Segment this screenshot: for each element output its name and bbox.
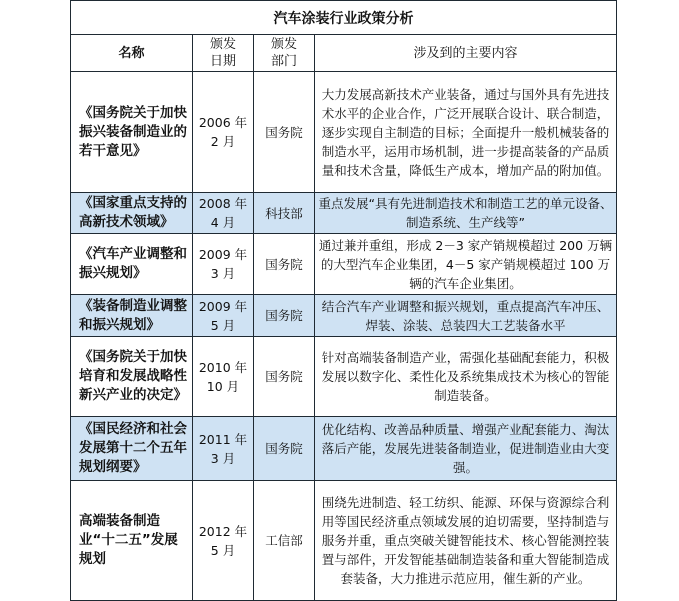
header-date-text: 颁发 日期 [209,37,236,69]
table-row [71,417,617,481]
policy-content: 优化结构、改善品种质量、增强产业配套能力、淘汰落后产能，发展先进装备制造业，促进制造业由大变强。 [315,417,617,481]
policy-content: 围绕先进制造、轻工纺织、能源、环保与资源综合利用等国民经济重点领域发展的迫切需要，坚持制造与服务并重，重点突破关键智能技术、核心智能测控装置与部件，开发智能基础制造装备和重大智能制造成套装备，大力推进示范应用，催生新的产业。 [315,481,617,601]
issue-date-text: 2006 年 2 月 [198,115,248,149]
issue-date [193,417,254,481]
table-row [71,234,617,295]
policy-name: 《国民经济和社会发展第十二个五年规划纲要》 [71,417,193,481]
header-dept [254,35,315,72]
header-dept-text: 颁发 部门 [270,37,297,69]
header-content: 涉及到的主要内容 [315,35,617,72]
policy-content: 通过兼并重组，形成 2－3 家产销规模超过 200 万辆的大型汽车企业集团，4－5 家产销规模超过 100 万辆的汽车企业集团。 [315,234,617,295]
table-row [71,481,617,601]
policy-content: 针对高端装备制造产业，需强化基础配套能力，积极发展以数字化、柔性化及系统集成技术为核心的智能制造装备。 [315,337,617,417]
issue-date-text: 2009 年 3 月 [198,247,248,281]
policy-name: 《汽车产业调整和振兴规划》 [71,234,193,295]
header-name: 名称 [71,35,193,72]
issue-date-text: 2011 年 3 月 [198,431,248,466]
table-row [71,193,617,234]
table-title-row [71,1,617,35]
issue-date-text: 2008 年 4 月 [198,196,248,230]
table-row [71,295,617,337]
issue-date-text: 2010 年 10 月 [198,359,248,394]
issue-date [193,72,254,193]
issuing-dept: 工信部 [254,481,315,601]
policy-table [70,0,617,601]
issue-date-text: 2012 年 5 月 [198,523,248,558]
policy-name: 高端装备制造业“十二五”发展规划 [71,481,193,601]
policy-content: 结合汽车产业调整和振兴规划，重点提高汽车冲压、焊装、涂装、总装四大工艺装备水平 [315,295,617,337]
issue-date-text: 2009 年 5 月 [198,298,248,333]
table-title: 汽车涂装行业政策分析 [71,1,617,35]
policy-name: 《国务院关于加快振兴装备制造业的若干意见》 [71,72,193,193]
issue-date [193,295,254,337]
issue-date [193,337,254,417]
policy-name: 《国务院关于加快培育和发展战略性新兴产业的决定》 [71,337,193,417]
policy-table-container [70,0,616,601]
issuing-dept: 国务院 [254,337,315,417]
policy-content: 大力发展高新技术产业装备，通过与国外具有先进技术水平的企业合作，广泛开展联合设计、联合制造，逐步实现自主制造的目标；全面提升一般机械装备的制造水平，运用市场机制，进一步提高装备的产品质量和技术含量，降低生产成本，增加产品的附加值。 [315,72,617,193]
issuing-dept: 国务院 [254,72,315,193]
issuing-dept: 国务院 [254,234,315,295]
header-row [71,35,617,72]
table-row [71,337,617,417]
header-date [193,35,254,72]
issuing-dept: 国务院 [254,295,315,337]
table-row [71,72,617,193]
issue-date [193,234,254,295]
issuing-dept: 国务院 [254,417,315,481]
issue-date [193,481,254,601]
policy-content: 重点发展“具有先进制造技术和制造工艺的单元设备、制造系统、生产线等” [315,193,617,234]
issue-date [193,193,254,234]
policy-name: 《装备制造业调整和振兴规划》 [71,295,193,337]
policy-name: 《国家重点支持的高新技术领域》 [71,193,193,234]
issuing-dept: 科技部 [254,193,315,234]
